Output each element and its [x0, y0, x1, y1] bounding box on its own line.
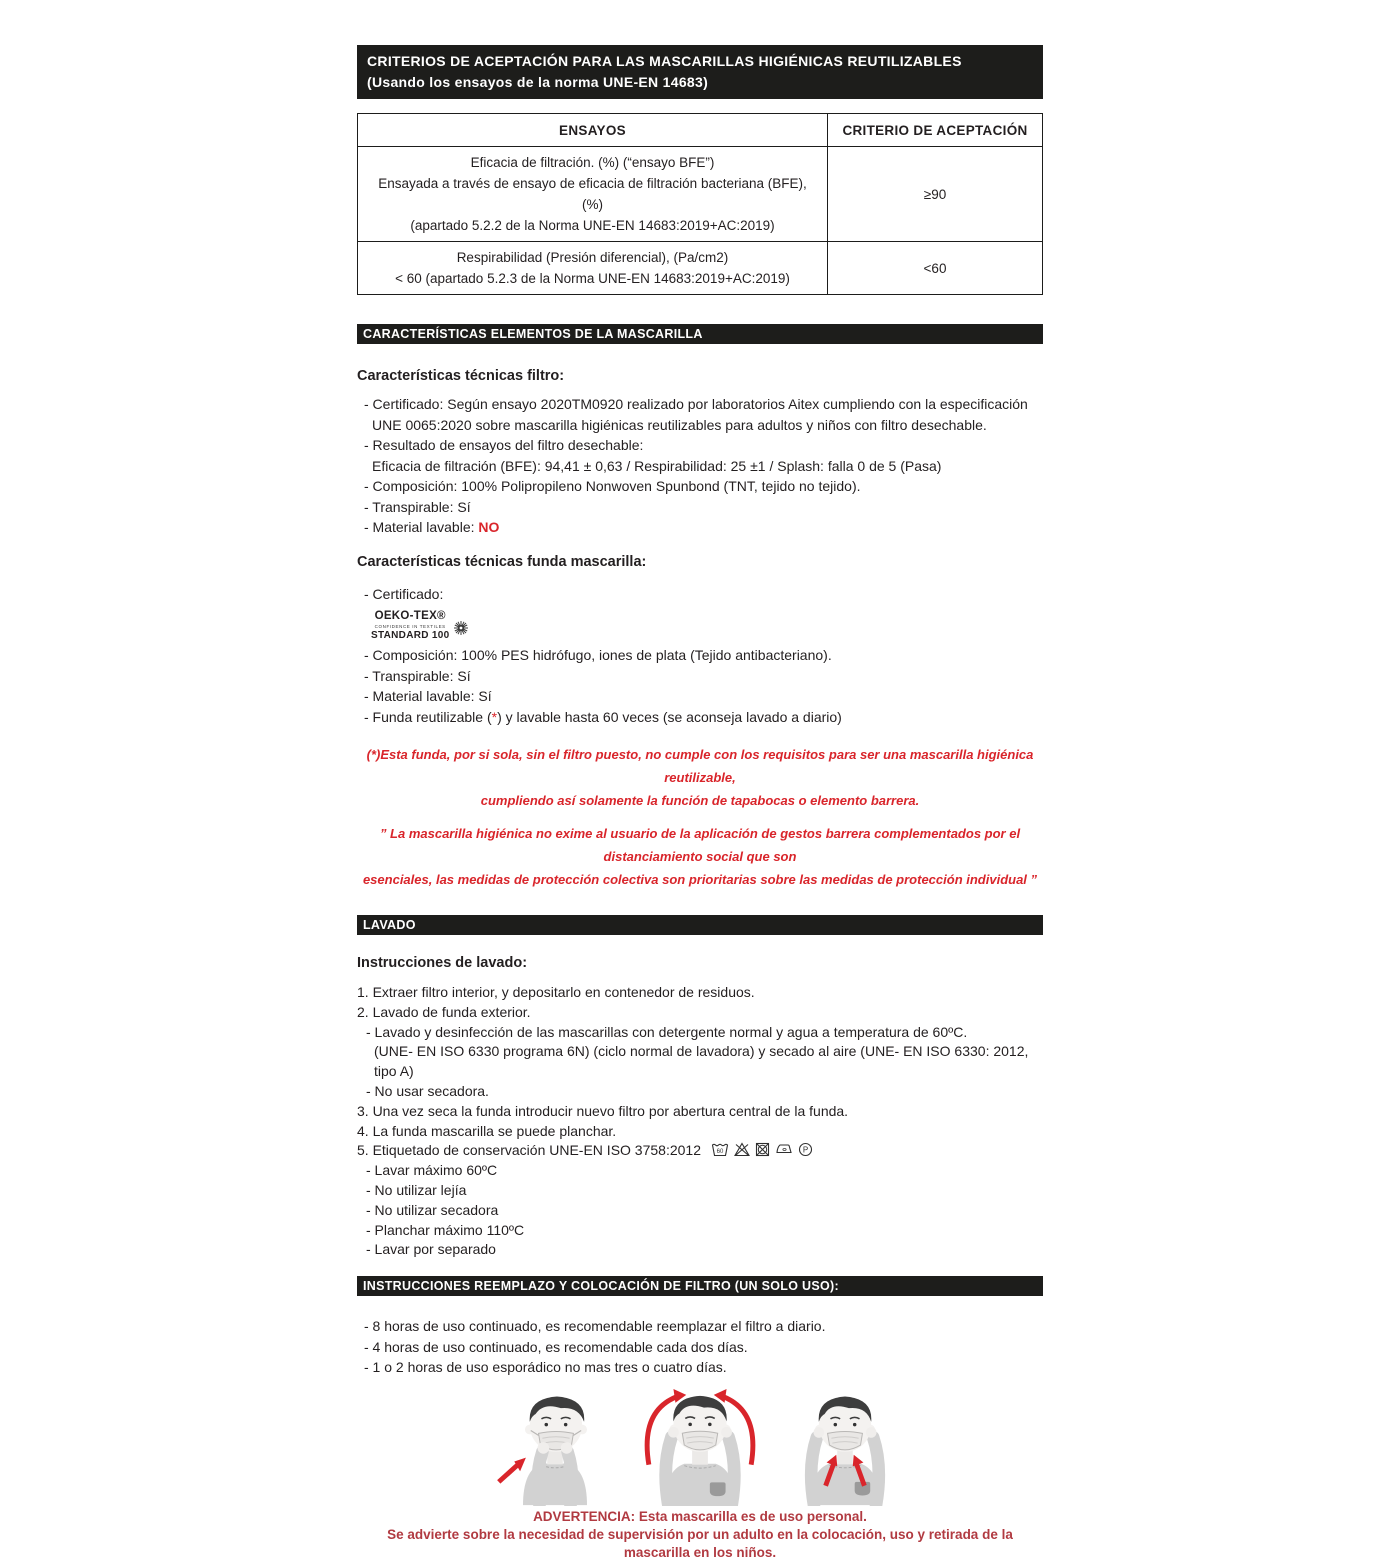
- criteria-table: [357, 113, 1043, 295]
- funda-material-lavable: - Material lavable: Sí: [364, 688, 492, 704]
- step-2-sub-2: - No usar secadora.: [366, 1082, 489, 1099]
- banner-line-1: CRITERIOS DE ACEPTACIÓN PARA LAS MASCARILLAS HIGIÉNICAS REUTILIZABLES: [367, 53, 962, 69]
- material-lavable-value: NO: [478, 519, 500, 535]
- funda-certificado: - Certificado:: [364, 585, 444, 602]
- no-bleach-icon: [734, 1142, 750, 1157]
- table-row: [358, 147, 1043, 242]
- material-lavable-label: - Material lavable:: [364, 519, 479, 535]
- header-ensayos: ENSAYOS: [358, 114, 828, 147]
- step-4: 4. La funda mascarilla se puede planchar.: [357, 1122, 617, 1139]
- funda-transpirable: - Transpirable: Sí: [364, 667, 471, 684]
- reemplazo-8h: - 8 horas de uso continuado, es recomendable reemplazar el filtro a diario.: [364, 1318, 826, 1335]
- iron-icon: [775, 1142, 793, 1157]
- bfe-line-1: Eficacia de filtración. (%) (“ensayo BFE”): [470, 155, 715, 170]
- section-header-reemplazo: INSTRUCCIONES REEMPLAZO Y COLOCACIÓN DE FILTRO (UN SOLO USO):: [357, 1276, 1043, 1296]
- no-tumble-dry-icon: [755, 1142, 770, 1157]
- footnote-text-1: Esta funda, por si sola, sin el filtro puesto, no cumple con los requisitos para ser una mascarilla higiénica reutilizable,: [380, 747, 1034, 785]
- banner-line-2: (Usando los ensayos de la norma UNE-EN 14683): [367, 74, 709, 90]
- footnote-line-1: [357, 743, 1043, 789]
- reemplazo-1-2h: - 1 o 2 horas de uso esporádico no mas tres o cuatro días.: [364, 1359, 727, 1376]
- footnote-text-2: cumpliendo así solamente la función de tapabocas o elemento barrera.: [480, 793, 920, 808]
- oeko-tex-name: OEKO-TEX®: [374, 610, 446, 622]
- reemplazo-list: [357, 1316, 1043, 1378]
- header-criterio: CRITERIO DE ACEPTACIÓN: [828, 114, 1043, 147]
- filtro-certificado: - Certificado: Según ensayo 2020TM0920 realizado por laboratorios Aitex cumpliendo con la especificación: [364, 396, 1028, 412]
- bfe-line-2: Ensayada a través de ensayo de eficacia de filtración bacteriana (BFE), (%): [378, 176, 807, 212]
- care-note-4: - Planchar máximo 110ºC: [366, 1221, 525, 1238]
- care-note-3: - No utilizar secadora: [366, 1201, 499, 1218]
- step-5: [357, 1141, 1043, 1161]
- filtro-heading: Características técnicas filtro:: [357, 368, 565, 384]
- quote-line-2: esenciales, las medidas de protección colectiva son prioritarias sobre las medidas de protección individual ”: [362, 872, 1038, 887]
- quote-line-1: ” La mascarilla higiénica no exime al usuario de la aplicación de gestos barrera complementados por el distanciamiento social que son: [379, 826, 1021, 864]
- footnote-funda: [357, 743, 1043, 812]
- filtro-resultado-valores: Eficacia de filtración (BFE): 94,41 ± 0,63 / Respirabilidad: 25 ±1 / Splash: falla 0 de 5 (Pasa): [372, 457, 942, 474]
- svg-text:60: 60: [716, 1149, 724, 1156]
- lavado-steps: [357, 983, 1043, 1260]
- respirabilidad-line-1: Respirabilidad (Presión diferencial), (Pa/cm2): [456, 250, 729, 265]
- document-title-banner: [357, 45, 1043, 99]
- step-2-sub-1: - Lavado y desinfección de las mascarillas con detergente normal y agua a temperatura de 60ºC.: [366, 1023, 968, 1040]
- mask-step-1-illustration: [491, 1386, 619, 1506]
- reemplazo-4h: - 4 horas de uso continuado, es recomendable cada dos días.: [364, 1338, 748, 1355]
- filtro-list: [357, 394, 1043, 538]
- criterio-cell-respirabilidad: <60: [828, 242, 1043, 295]
- document-page: [357, 45, 1043, 1561]
- professional-cleaning-icon: [798, 1142, 813, 1157]
- filtro-transpirable: - Transpirable: Sí: [364, 498, 471, 515]
- mask-donning-illustrations: [357, 1386, 1043, 1506]
- care-note-1: - Lavar máximo 60ºC: [366, 1162, 498, 1179]
- filtro-certificado-cont: UNE 0065:2020 sobre mascarilla higiénicas reutilizables para adultos y niños con filtro desechable.: [372, 416, 987, 433]
- section-header-lavado: LAVADO: [357, 915, 1043, 935]
- oeko-tex-logo: [371, 611, 469, 641]
- step-2-sub-1-cont: (UNE- EN ISO 6330 programa 6N) (ciclo normal de lavadora) y secado al aire (UNE- EN ISO 6330: 2012, tipo A): [374, 1043, 1029, 1080]
- filtro-resultado: - Resultado de ensayos del filtro desechable:: [364, 437, 644, 453]
- oeko-tex-text: [371, 611, 449, 641]
- care-note-5: - Lavar por separado: [366, 1241, 496, 1258]
- funda-heading: Características técnicas funda mascarilla:: [357, 553, 647, 570]
- red-arrow-icon: [499, 1457, 526, 1481]
- bfe-line-3: (apartado 5.2.2 de la Norma UNE-EN 14683:2019+AC:2019): [410, 218, 775, 233]
- warning-line-2: Se advierte sobre la necesidad de supervisión por un adulto en la colocación, uso y retirada de la mascarilla en los niños.: [387, 1527, 1013, 1560]
- funda-reutilizable-suffix: ) y lavable hasta 60 veces (se aconseja lavado a diario): [497, 708, 842, 725]
- mask-step-3-illustration: [781, 1386, 909, 1506]
- filtro-material-lavable: [364, 517, 1043, 538]
- step-5-text: 5. Etiquetado de conservación UNE-EN ISO 3758:2012: [357, 1142, 701, 1159]
- oeko-tex-rosette-icon: [453, 620, 469, 642]
- step-2: 2. Lavado de funda exterior.: [357, 1003, 531, 1020]
- funda-reutilizable: [364, 707, 1043, 728]
- warning-line-1: ADVERTENCIA: Esta mascarilla es de uso personal.: [533, 1508, 867, 1524]
- funda-reutilizable-star: *: [491, 708, 498, 725]
- mask-step-2-illustration: [631, 1386, 769, 1506]
- care-symbols: [711, 1142, 813, 1157]
- footnote-asterisk: (*): [366, 747, 381, 762]
- wash-max-60-icon: [711, 1142, 729, 1157]
- funda-reutilizable-prefix: - Funda reutilizable (: [364, 708, 492, 725]
- quote-mascarilla-higienica: [357, 822, 1043, 891]
- oeko-tex-standard: STANDARD 100: [371, 630, 450, 641]
- ensayo-cell-respirabilidad: [358, 242, 828, 295]
- ensayo-cell-bfe: [358, 147, 828, 242]
- filtro-composicion: - Composición: 100% Polipropileno Nonwoven Spunbond (TNT, tejido no tejido).: [364, 478, 861, 494]
- criterio-cell-bfe: ≥90: [828, 147, 1043, 242]
- svg-text:P: P: [802, 1145, 809, 1155]
- funda-list: [357, 584, 1043, 728]
- respirabilidad-line-2: < 60 (apartado 5.2.3 de la Norma UNE-EN 14683:2019+AC:2019): [395, 271, 790, 286]
- section-header-caracteristicas: CARACTERÍSTICAS ELEMENTOS DE LA MASCARILLA: [357, 324, 1043, 344]
- funda-composicion: - Composición: 100% PES hidrófugo, iones de plata (Tejido antibacteriano).: [364, 647, 832, 663]
- care-note-2: - No utilizar lejía: [366, 1181, 467, 1198]
- table-row: [358, 242, 1043, 295]
- table-header-row: [358, 114, 1043, 147]
- step-1: 1. Extraer filtro interior, y depositarlo en contenedor de residuos.: [357, 984, 755, 1000]
- warning-block: [357, 1508, 1043, 1561]
- oeko-tex-tagline: CONFIDENCE IN TEXTILES: [374, 623, 446, 629]
- step-3: 3. Una vez seca la funda introducir nuevo filtro por abertura central de la funda.: [357, 1102, 849, 1119]
- lavado-heading: Instrucciones de lavado:: [357, 955, 528, 971]
